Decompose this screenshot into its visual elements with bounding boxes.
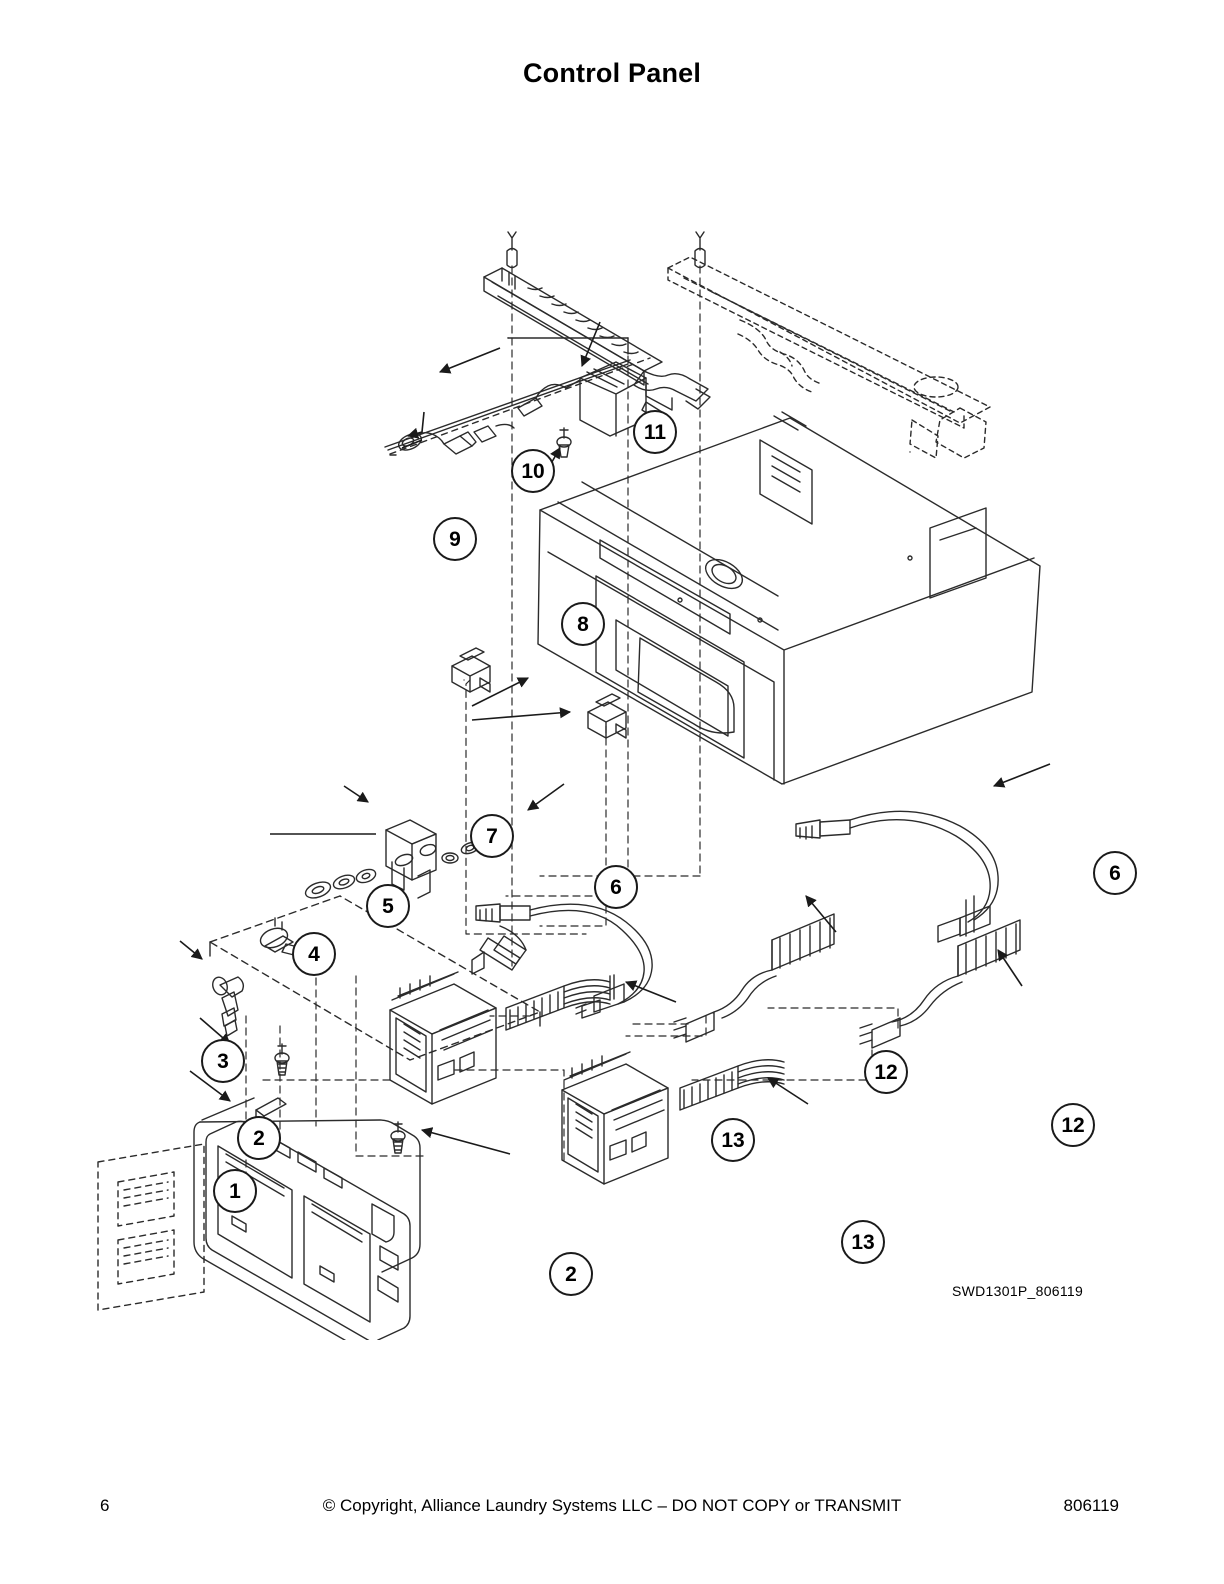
callout-number: 1 <box>229 1180 241 1203</box>
callout-7 <box>471 815 513 857</box>
drawing-code: SWD1301P_806119 <box>952 1283 1084 1299</box>
assembly-dashed-lines <box>246 266 898 1186</box>
callout-11 <box>634 411 676 453</box>
top-rail-left <box>484 232 710 410</box>
callout-12 <box>1052 1104 1094 1146</box>
diagram-svg <box>60 120 1170 1340</box>
callout-1 <box>214 1170 256 1212</box>
callout-number: 4 <box>308 943 320 966</box>
footer-page-number: 6 <box>100 1496 110 1515</box>
callout-number: 9 <box>449 528 461 551</box>
callout-2 <box>238 1117 280 1159</box>
leader-6a <box>528 784 564 810</box>
part-1-control-panel-bezel <box>194 1098 420 1340</box>
callout-number: 8 <box>577 613 589 636</box>
callout-9 <box>434 518 476 560</box>
callout-number: 3 <box>217 1050 229 1073</box>
top-rail-right <box>668 232 990 458</box>
callout-6 <box>595 866 637 908</box>
part-13-harness-upper <box>506 975 614 1030</box>
callout-number: 5 <box>382 895 394 918</box>
part-7-switch-lower <box>588 694 626 738</box>
leader-lines <box>180 322 1050 1154</box>
part-8-screw <box>557 428 571 457</box>
control-board-upper <box>390 972 496 1104</box>
callout-13 <box>712 1119 754 1161</box>
callout-8 <box>562 603 604 645</box>
leader-5 <box>344 786 368 802</box>
footer-copyright: © Copyright, Alliance Laundry Systems LLC – DO NOT COPY or TRANSMIT <box>322 1496 902 1515</box>
leader-2b <box>422 1130 510 1154</box>
leader-6b <box>994 764 1050 786</box>
callout-layer <box>202 411 1136 1295</box>
callout-5 <box>367 885 409 927</box>
part-6-right-harness <box>796 811 998 942</box>
footer-doc-number: 806119 <box>1063 1496 1119 1515</box>
main-cabinet <box>480 402 1070 784</box>
assembly-dashed-outline <box>390 358 650 454</box>
leader-3 <box>180 941 202 959</box>
callout-number: 6 <box>1109 862 1121 885</box>
callout-number: 2 <box>565 1263 577 1286</box>
control-board-lower <box>562 1052 668 1184</box>
callout-3 <box>202 1040 244 1082</box>
callout-6 <box>1094 852 1136 894</box>
callout-number: 2 <box>253 1127 265 1150</box>
part-6-left-harness <box>472 904 652 1018</box>
callout-number: 12 <box>1061 1114 1085 1137</box>
callout-number: 7 <box>486 825 498 848</box>
part-13-harness-lower <box>680 1060 784 1110</box>
callout-number: 12 <box>874 1061 898 1084</box>
callout-10 <box>512 450 554 492</box>
leader-10 <box>440 348 500 372</box>
callout-2 <box>550 1253 592 1295</box>
exploded-parts-diagram <box>60 120 1170 1340</box>
part-12-connector-lower <box>860 920 1020 1048</box>
harness-assembly-group <box>380 352 820 455</box>
part-3-fitting <box>210 975 243 1036</box>
leader-13a <box>626 982 676 1002</box>
leader-13b <box>768 1078 808 1104</box>
part-7-switch-upper <box>452 648 490 692</box>
page-title: Control Panel <box>522 58 702 88</box>
callout-number: 6 <box>610 876 622 899</box>
leader-7b <box>472 712 570 720</box>
part-12-connector-upper <box>674 914 834 1042</box>
callout-number: 13 <box>721 1129 745 1152</box>
leader-9 <box>408 412 424 436</box>
leader-12b <box>998 950 1022 986</box>
callout-13 <box>842 1221 884 1263</box>
callout-4 <box>293 933 335 975</box>
callout-number: 11 <box>643 421 667 444</box>
part-2-screw-upper <box>275 1044 289 1075</box>
callout-number: 10 <box>521 460 545 483</box>
ghost-front-panel <box>98 1144 204 1310</box>
callout-number: 13 <box>851 1231 875 1254</box>
callout-12 <box>865 1051 907 1093</box>
